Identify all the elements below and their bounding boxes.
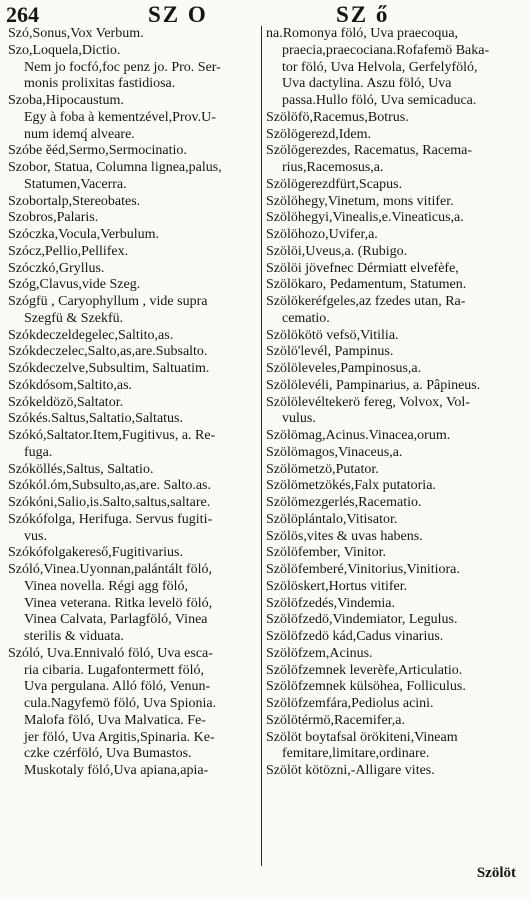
entry-line: Szölökötö vefsö,Vitilia. (266, 327, 399, 343)
entry-line: Szölömagos,Vinaceus,a. (266, 444, 403, 460)
entry-line: Szobros,Palaris. (8, 210, 99, 226)
entry-line: Szoba,Hipocaustum. (8, 93, 124, 108)
entry-line: Szölömetzö,Putator. (266, 461, 379, 477)
entry-line: Szölöt boytafsal örökiteni,Vineam (266, 729, 458, 745)
entry-line: Szölöplántalo,Vitisator. (266, 511, 398, 527)
entry-line: Szölögerezd,Idem. (266, 126, 371, 142)
entry-line: Szölöfzemnek leverèfe,Articulatio. (266, 662, 463, 678)
entry-line: Szölökeréfgeles,az fzedes utan, Ra- (266, 294, 466, 309)
entry-line: Szölöhegy,Vinetum, mons vitifer. (266, 193, 454, 209)
entry-line: ria cibaria. Lugafontermett föló, (24, 662, 204, 678)
entry-line: Szókés.Saltus,Saltatio,Saltatus. (8, 411, 183, 427)
entry-line: cula.Nagyfemö föló, Uva Spionia. (24, 696, 217, 711)
entry-line: Szó,Sonus,Vox Verbum. (8, 26, 144, 41)
entry-line: Szölöhegyi,Vinealis,e.Vineaticus,a. (266, 210, 464, 226)
entry-line: Szobortalp,Stereobates. (8, 193, 141, 209)
entry-line: Nem jo focfó,foc penz jo. Pro. Ser- (24, 59, 221, 75)
entry-line: Szölömag,Acinus.Vinacea,orum. (266, 428, 451, 443)
entry-line: tor föló, Uva Helvola, Gerfelyföló, (282, 59, 478, 75)
page-number: 264 (6, 2, 39, 27)
entry-line: cematio. (282, 310, 330, 326)
entry-line: Szölöfzedö kád,Cadus vinarius. (266, 629, 444, 644)
entry-line: Szölölevéltekerö fereg, Volvox, Vol- (266, 394, 470, 410)
entry-line: Szölöhozo,Uvifer,a. (266, 227, 378, 242)
entry-line: Szókófolga, Herifuga. Servus fugiti- (8, 511, 213, 527)
entry-line: num idemq́ alveare. (24, 126, 135, 142)
entry-line: Szölömezgerlés,Racematio. (266, 495, 422, 510)
entry-line: Szölöleveles,Pampinosus,a. (266, 361, 422, 376)
catchword: Szölöt (476, 865, 516, 881)
page-header (0, 2, 530, 26)
entry-line: Szóló, Uva.Ennivaló föló, Uva esca- (8, 645, 213, 661)
entry-line: Szo,Loquela,Dictio. (8, 42, 121, 58)
entry-line: Uva dactylina. Aszu föló, Uva (282, 76, 452, 92)
entry-line: vus. (24, 528, 47, 544)
running-head-right: SZ ő (336, 2, 390, 27)
entry-line: Vinea novella. Régi agg föló, (24, 578, 189, 594)
entry-line: Szókó,Saltator.Item,Fugitivus, a. Re- (8, 428, 216, 443)
entry-line: praecia,praecociana.Rofafemö Baka- (282, 42, 490, 58)
entry-line: Szölölevéli, Pampinarius, a. Pâpineus. (266, 377, 481, 393)
entry-line: sterilis & viduata. (24, 629, 124, 644)
entry-line: Szölö'levél, Pampinus. (266, 344, 394, 360)
entry-line: rius,Racemosus,a. (282, 160, 384, 175)
entry-line: Szóczka,Vocula,Verbulum. (8, 227, 159, 242)
left-column (8, 26, 258, 780)
entry-line: Szobor, Statua, Columna lignea,palus, (8, 160, 222, 175)
entry-line: Szölötérmö,Racemifer,a. (266, 712, 405, 728)
right-column (266, 26, 524, 780)
entry-line: Szóg,Clavus,vide Szeg. (8, 277, 141, 293)
entry-line: Szölöfö,Racemus,Botrus. (266, 109, 409, 125)
entry-line: Vinea veterana. Ritka levelö föló, (24, 595, 213, 611)
entry-line: Szegfü & Szekfü. (24, 310, 124, 326)
entry-line: Szókóni,Salio,is.Salto,saltus,saltare. (8, 495, 211, 510)
entry-line: Szóköllés,Saltus, Saltatio. (8, 461, 154, 477)
entry-line: Vinea Calvata, Parlagföló, Vinea (24, 612, 208, 628)
entry-line: Szóbe ĕéd,Sermo,Sermocinatio. (8, 143, 187, 159)
entry-line: Szókdeczelec,Salto,as,are.Subsalto. (8, 344, 208, 360)
entry-line: Szóczkó,Gryllus. (8, 260, 105, 276)
entry-line: Szókófolgakereső,Fugitivarius. (8, 545, 183, 561)
entry-line: monis prolixitas fastidiosa. (24, 76, 176, 92)
entry-line: Szókdeczelve,Subsultim, Saltuatim. (8, 361, 210, 376)
entry-line: Szókól.óm,Subsulto,as,are. Salto.as. (8, 478, 211, 494)
entry-line: Malofa föló, Uva Malvatica. Fe- (24, 712, 206, 728)
entry-line: Szölöi jövefnec Dérmiatt elvefèfe, (266, 260, 459, 276)
entry-line: Szölös,vites & uvas habens. (266, 528, 423, 544)
column-divider (261, 26, 262, 866)
entry-line: vulus. (282, 411, 316, 427)
entry-line: Szölömetzökés,Falx putatoria. (266, 478, 436, 494)
entry-line: Szócz,Pellio,Pellifex. (8, 243, 129, 259)
entry-line: Szölöfzedö,Vindemiator, Legulus. (266, 612, 458, 628)
entry-line: Szölöfzem,Acinus. (266, 645, 373, 661)
entry-line: Szölöfzemnek külsöhea, Folliculus. (266, 679, 466, 695)
entry-line: Szókdósom,Saltito,as. (8, 377, 133, 393)
entry-line: Szógfü , Caryophyllum , vide supra (8, 294, 208, 309)
entry-line: czke czérföló, Uva Bumastos. (24, 746, 192, 762)
entry-line: Szölöfember, Vinitor. (266, 545, 387, 561)
running-head-left: SZ O (148, 2, 208, 27)
entry-line: Szölöfzedés,Vindemia. (266, 595, 396, 611)
entry-line: Uva pergulana. Alló föló, Venun- (24, 679, 211, 695)
entry-line: Szóló,Vinea.Uyonnan,palántált föló, (8, 562, 213, 577)
entry-line: Szókdeczeldegelec,Saltito,as. (8, 327, 174, 343)
entry-line: passa.Hullo föló, Uva semicaduca. (282, 93, 477, 108)
entry-line: Szölögerezdes, Racematus, Racema- (266, 143, 473, 159)
entry-line: na.Romonya föló, Uva praecoqua, (266, 26, 459, 41)
entry-line: Statumen,Vacerra. (24, 176, 127, 192)
entry-line: Szölöi,Uveus,a. (Rubigo. (266, 243, 408, 259)
entry-line: fuga. (24, 444, 53, 460)
entry-line: Szölöfemberé,Vinitorius,Vinitiora. (266, 562, 460, 577)
entry-line: Szölökaro, Pedamentum, Statumen. (266, 277, 467, 293)
entry-line: Egy à foba à kementzével,Prov.U- (24, 109, 216, 125)
entry-line: femitare,limitare,ordinare. (282, 746, 430, 762)
entry-line: Szölöskert,Hortus vitifer. (266, 578, 408, 594)
entry-line: Szókeldözö,Saltator. (8, 394, 124, 410)
entry-line: Szölöt kötözni,-Alligare vites. (266, 763, 435, 778)
entry-line: Szölöfzemfára,Pediolus acini. (266, 696, 434, 711)
entry-line: Szölögerezdfürt,Scapus. (266, 176, 403, 192)
entry-line: jer föló, Uva Argitis,Spinaria. Ke- (24, 729, 215, 745)
entry-line: Muskotaly föló,Uva apiana,apia- (24, 763, 209, 778)
